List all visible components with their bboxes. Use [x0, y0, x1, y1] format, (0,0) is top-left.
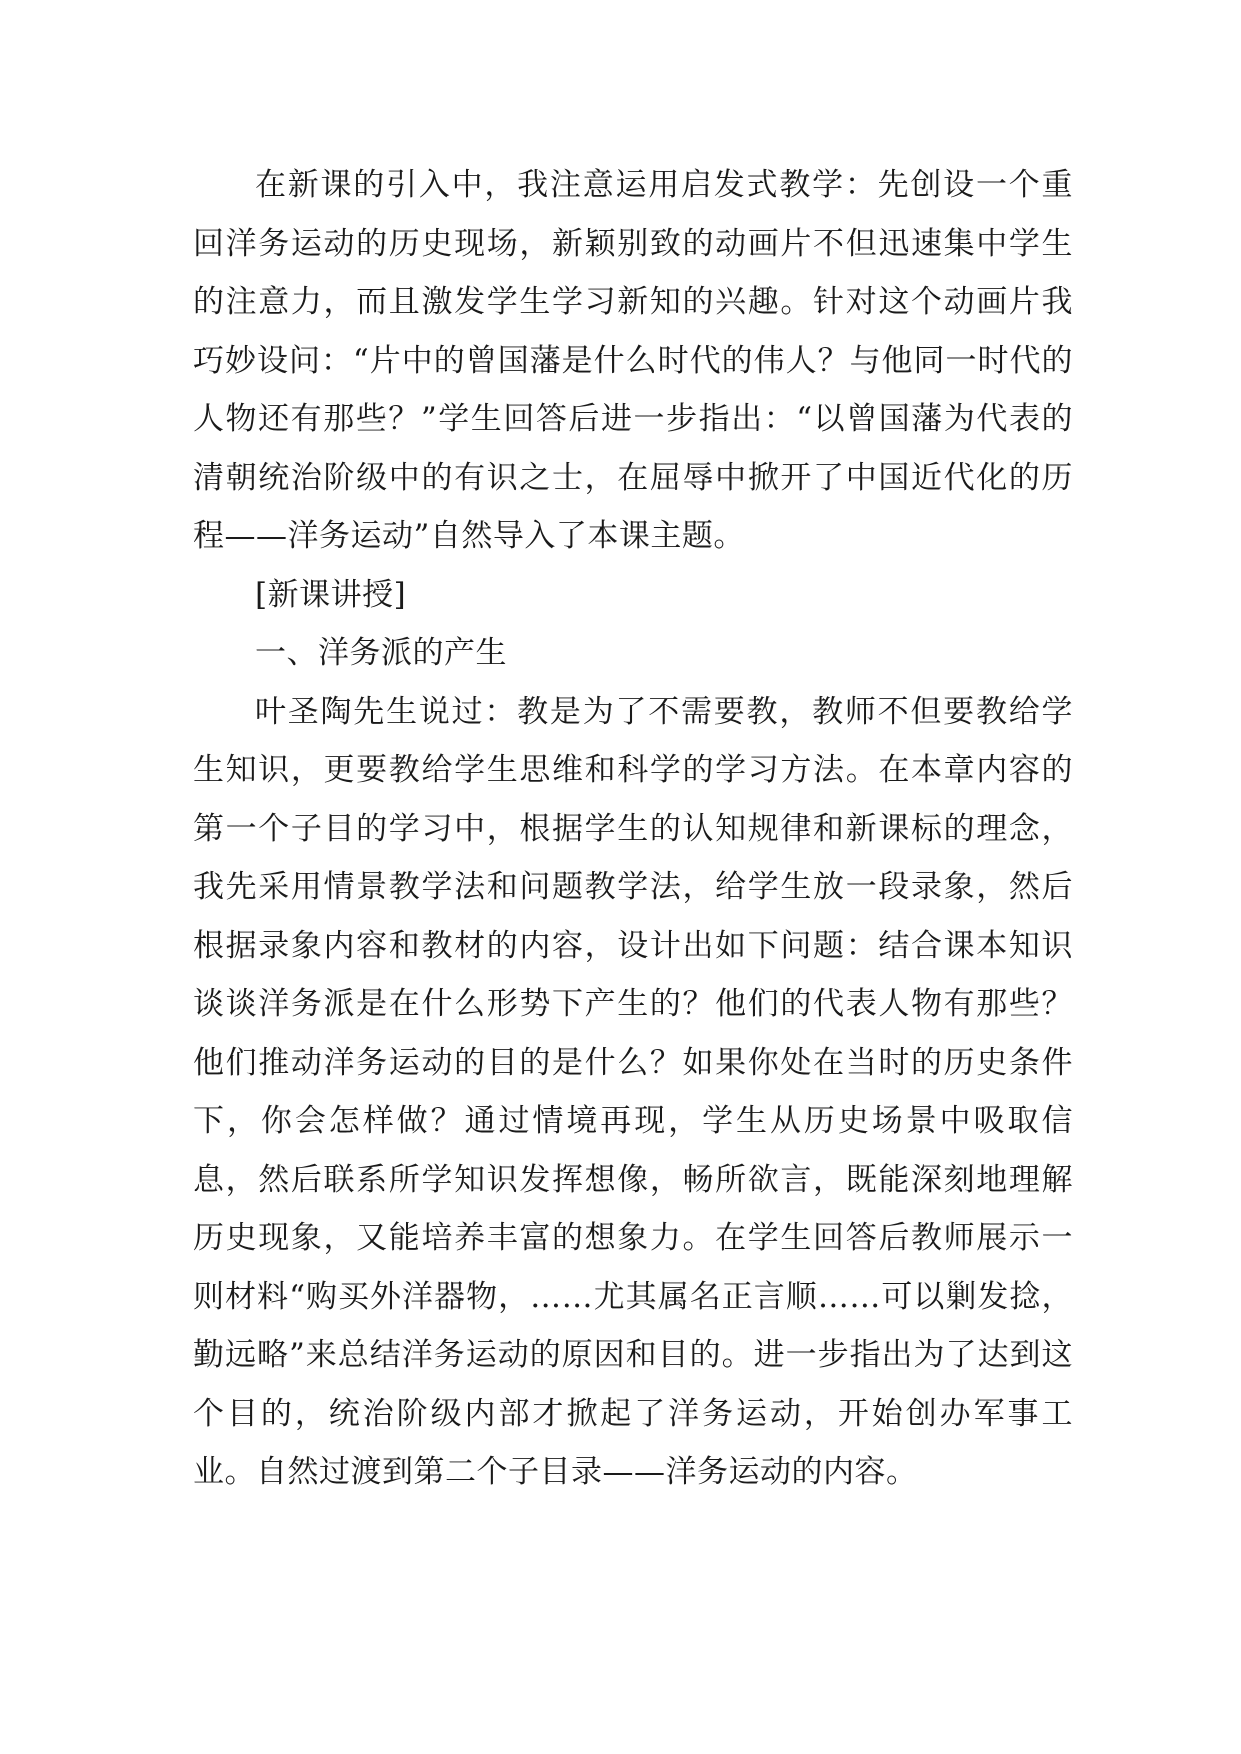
intro-paragraph: 在新课的引入中，我注意运用启发式教学：先创设一个重回洋务运动的历史现场，新颖别致的动画片不但迅速集中学生的注意力，而且激发学生学习新知的兴趣。针对这个动画片我巧妙设问：“片中的曾国藩是什么时代的伟人？与他同一时代的人物还有那些？”学生回答后进一步指出：“以曾国藩为代表的清朝统治阶级中的有识之士，在屈辱中掀开了中国近代化的历程——洋务运动”自然导入了本课主题。: [193, 167, 1073, 554]
document-body: [193, 156, 1073, 1502]
section-heading-yangwu-faction: 一、洋务派的产生: [255, 635, 507, 671]
body-paragraph: 叶圣陶先生说过：教是为了不需要教，教师不但要教给学生知识，更要教给学生思维和科学的学习方法。在本章内容的第一个子目的学习中，根据学生的认知规律和新课标的理念，我先采用情景教学法和问题教学法，给学生放一段录象，然后根据录象内容和教材的内容，设计出如下问题：结合课本知识谈谈洋务派是在什么形势下产生的？他们的代表人物有那些？他们推动洋务运动的目的是什么？如果你处在当时的历史条件下，你会怎样做？通过情境再现，学生从历史场景中吸取信息，然后联系所学知识发挥想像，畅所欲言，既能深刻地理解历史现象，又能培养丰富的想象力。在学生回答后教师展示一则材料“购买外洋器物，……尤其属名正言顺……可以剿发捻，勤远略”来总结洋务运动的原因和目的。进一步指出为了达到这个目的，统治阶级内部才掀起了洋务运动，开始创办军事工业。自然过渡到第二个子目录——洋务运动的内容。: [193, 693, 1073, 1490]
section-label-new-lesson: [新课讲授]: [255, 576, 407, 613]
